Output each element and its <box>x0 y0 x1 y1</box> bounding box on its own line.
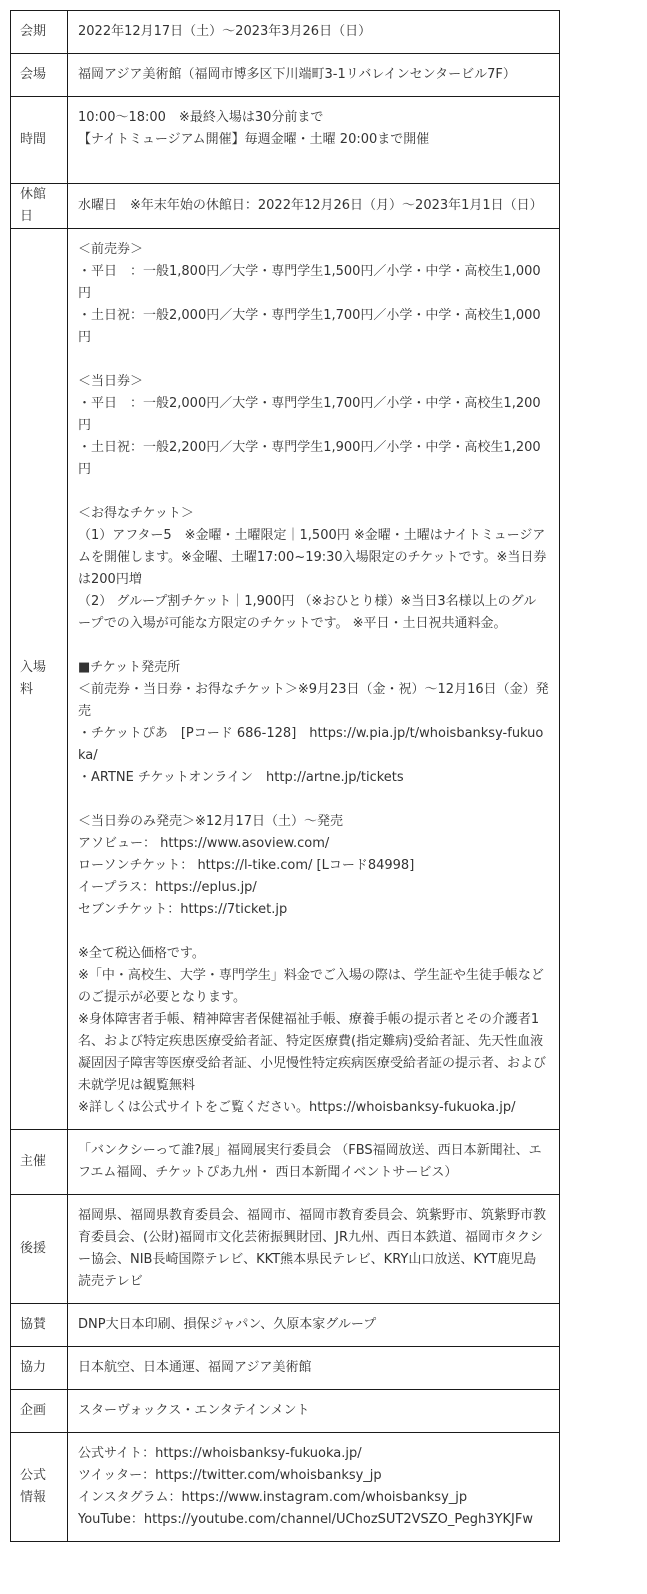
text-line: ・土日祝：一般2,200円／大学・専門学生1,900円／小学・中学・高校生1,200円 <box>78 440 541 477</box>
text-line: （2） グループ割チケット｜1,900円 （※おひとり様）※当日3名様以上のグループでの入場が可能な方限定のチケットです。 ※平日・土日祝共通料金。 <box>78 594 537 631</box>
row-support <box>11 1195 560 1304</box>
row-admission <box>11 229 560 1130</box>
text-line: ※「中・高校生、大学・専門学生」料金でご入場の際は、学生証や生徒手帳などのご提示が必要となります。 <box>78 968 544 1005</box>
text-line: ・チケットぴあ [Pコード 686-128] https://w.pia.jp/t/whoisbanksy-fukuoka/ <box>78 726 544 763</box>
text-line: イープラス：https://eplus.jp/ <box>78 880 257 895</box>
text-line: 【ナイトミュージアム開催】毎週金曜・土曜 20:00まで開催 <box>78 132 430 147</box>
text-line: ツイッター：https://twitter.com/whoisbanksy_jp <box>78 1468 382 1483</box>
text-line: ・平日 ：一般2,000円／大学・専門学生1,700円／小学・中学・高校生1,200円 <box>78 396 541 433</box>
text-line: 福岡県、福岡県教育委員会、福岡市、福岡市教育委員会、筑紫野市、筑紫野市教育委員会、(公財)福岡市文化芸術振興財団、JR九州、西日本鉄道、福岡市タクシー協会、NIB長崎国際テレビ、KKT熊本県民テレビ、KRY山口放送、KYT鹿児島読売テレビ <box>78 1208 547 1289</box>
blank-line <box>78 789 549 811</box>
label-planning: 企画 <box>11 1390 68 1433</box>
label-official: 公式情報 <box>11 1433 68 1542</box>
blank-line <box>78 635 549 657</box>
blank-line <box>78 481 549 503</box>
row-planning <box>11 1390 560 1433</box>
text-line: ローソンチケット： https://l-tike.com/ [Lコード84998] <box>78 858 415 873</box>
text-line: 公式サイト：https://whoisbanksy-fukuoka.jp/ <box>78 1446 362 1461</box>
text-line: ＜前売券＞ <box>78 242 144 257</box>
row-organizer <box>11 1130 560 1195</box>
text-line: ＜当日券＞ <box>78 374 144 389</box>
blank-line <box>78 151 549 173</box>
row-official <box>11 1433 560 1542</box>
text-line: ＜前売券・当日券・お得なチケット＞※9月23日（金・祝）～12月16日（金）発売 <box>78 682 549 719</box>
value-official <box>68 1433 560 1542</box>
text-line: スターヴォックス・エンタテインメント <box>78 1403 310 1418</box>
text-line: 2022年12月17日（土）～2023年3月26日（日） <box>78 24 372 39</box>
text-line: ※全て税込価格です。 <box>78 946 205 961</box>
text-line: ＜お得なチケット＞ <box>78 506 194 521</box>
label-admission: 入場料 <box>11 229 68 1130</box>
label-period: 会期 <box>11 11 68 54</box>
blank-line <box>78 349 549 371</box>
value-admission <box>68 229 560 1130</box>
text-line: 福岡アジア美術館（福岡市博多区下川端町3-1リバレインセンタービル7F） <box>78 67 516 82</box>
row-cooperation <box>11 1347 560 1390</box>
value-organizer <box>68 1130 560 1195</box>
text-line: ・土日祝：一般2,000円／大学・専門学生1,700円／小学・中学・高校生1,000円 <box>78 308 541 345</box>
value-planning <box>68 1390 560 1433</box>
row-sponsor <box>11 1304 560 1347</box>
row-venue <box>11 54 560 97</box>
label-cooperation: 協力 <box>11 1347 68 1390</box>
label-hours: 時間 <box>11 97 68 184</box>
text-line: DNP大日本印刷、損保ジャパン、久原本家グループ <box>78 1317 377 1332</box>
text-line: 10:00～18:00 ※最終入場は30分前まで <box>78 110 324 125</box>
text-line: ・平日 ：一般1,800円／大学・専門学生1,500円／小学・中学・高校生1,000円 <box>78 264 541 301</box>
event-info-table-body <box>11 11 560 1542</box>
text-line: ■チケット発売所 <box>78 660 181 675</box>
row-hours <box>11 97 560 184</box>
value-sponsor <box>68 1304 560 1347</box>
text-line: ＜当日券のみ発売＞※12月17日（土）～発売 <box>78 814 343 829</box>
label-closed: 休館日 <box>11 184 68 229</box>
text-line: 「バンクシーって誰?展」福岡展実行委員会 （FBS福岡放送、西日本新聞社、エフエム福岡、チケットぴあ九州・ 西日本新聞イベントサービス） <box>78 1143 542 1180</box>
value-hours <box>68 97 560 184</box>
text-line: 日本航空、日本通運、福岡アジア美術館 <box>78 1360 312 1375</box>
text-line: 水曜日 ※年末年始の休館日：2022年12月26日（月）～2023年1月1日（日） <box>78 198 543 213</box>
value-period <box>68 11 560 54</box>
event-info-table <box>10 10 560 1542</box>
value-closed <box>68 184 560 229</box>
text-line: ※詳しくは公式サイトをご覧ください。https://whoisbanksy-fukuoka.jp/ <box>78 1100 516 1115</box>
label-venue: 会場 <box>11 54 68 97</box>
row-period <box>11 11 560 54</box>
text-line: （1）アフター5 ※金曜・土曜限定｜1,500円 ※金曜・土曜はナイトミュージアムを開催します。※金曜、土曜17:00~19:30入場限定のチケットです。※当日券は200円増 <box>78 528 547 587</box>
label-sponsor: 協賛 <box>11 1304 68 1347</box>
text-line: インスタグラム：https://www.instagram.com/whoisbanksy_jp <box>78 1490 468 1505</box>
text-line: アソビュー： https://www.asoview.com/ <box>78 836 330 851</box>
value-support <box>68 1195 560 1304</box>
text-line: ※身体障害者手帳、精神障害者保健福祉手帳、療養手帳の提示者とその介護者1名、および特定疾患医療受給者証、特定医療費(指定難病)受給者証、先天性血液凝固因子障害等医療受給者証、小児慢性特定疾病医療受給者証の提示者、および未就学児は観覧無料 <box>78 1012 547 1093</box>
value-cooperation <box>68 1347 560 1390</box>
text-line: セブンチケット：https://7ticket.jp <box>78 902 288 917</box>
row-closed <box>11 184 560 229</box>
value-venue <box>68 54 560 97</box>
label-organizer: 主催 <box>11 1130 68 1195</box>
text-line: ・ARTNE チケットオンライン http://artne.jp/tickets <box>78 770 404 785</box>
text-line: YouTube：https://youtube.com/channel/UChozSUT2VSZO_Pegh3YKJFw <box>78 1512 533 1527</box>
label-support: 後援 <box>11 1195 68 1304</box>
blank-line <box>78 921 549 943</box>
